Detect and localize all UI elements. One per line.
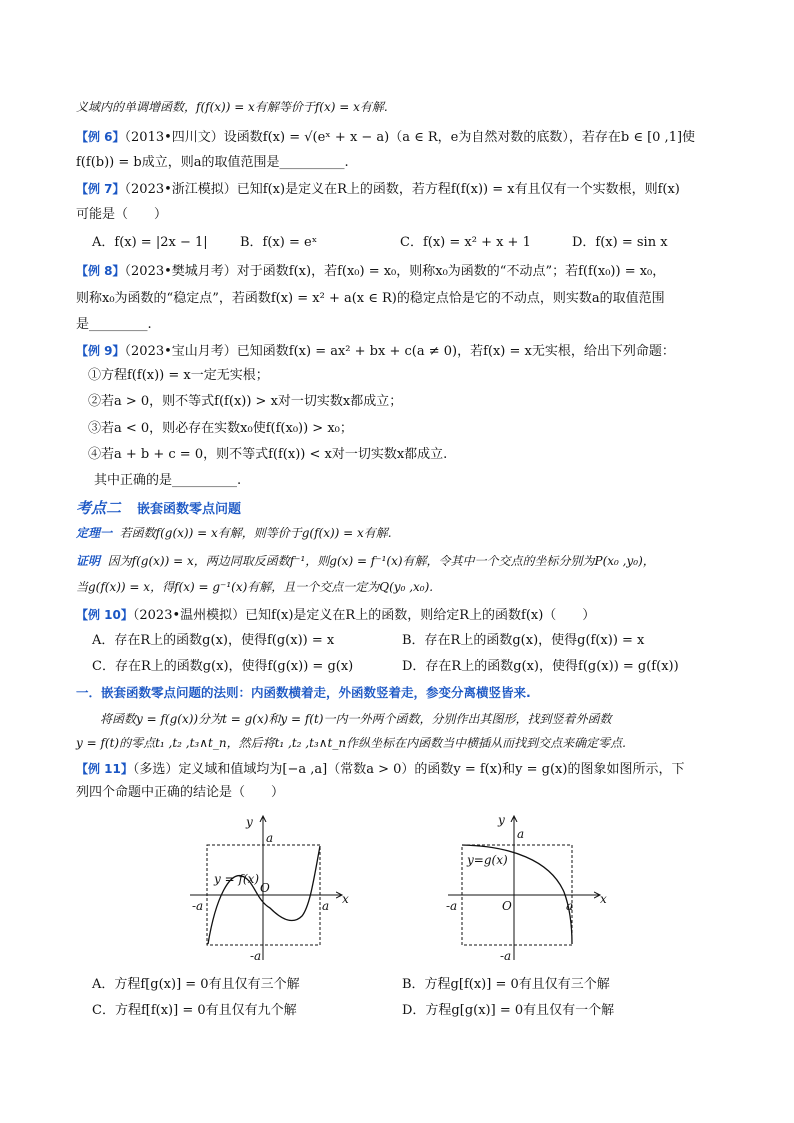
proof <box>76 552 655 570</box>
example-7-option-a: A．f(x) = |2x − 1| <box>92 235 208 250</box>
example-11-line2: 列四个命题中正确的结论是（ ） <box>76 785 285 800</box>
example-9-item-4: ④若a + b + c = 0，则不等式f(f(x)) < x对一切实数x都成立. <box>88 447 448 462</box>
example-10-option-c: C．存在R上的函数g(x)，使得f(g(x)) = g(x) <box>92 659 354 674</box>
example-9 <box>76 342 675 361</box>
example-11-line1: （多选）定义域和值域均为[−a ,a]（常数a > 0）的函数y = f(x)和y = g(x)的图象如图所示，下 <box>132 762 685 777</box>
graph-f-y-label: y <box>246 815 253 829</box>
example-11-option-a: A．方程f[g(x)] = 0有且仅有三个解 <box>92 977 300 992</box>
example-7 <box>76 180 680 199</box>
section-heading <box>76 497 241 518</box>
example-9-item-3: ③若a < 0，则必存在实数x₀使f(f(x₀)) > x₀； <box>88 421 353 436</box>
graph-g-bottom-label: -a <box>500 949 512 963</box>
example-8-line2: 则称x₀为函数的“稳定点”，若函数f(x) = x² + a(x ∈ R)的稳定点恰是它的不动点，则实数a的取值范围 <box>76 291 665 306</box>
theorem <box>76 524 392 542</box>
section-label: 考点二 <box>76 499 122 517</box>
graph-g-right-label: a <box>566 899 574 913</box>
example-6 <box>76 128 695 147</box>
rule-body-line2: y = f(t)的零点t₁ ,t₂ ,t₃∧t_n，然后将t₁ ,t₂ ,t₃∧t_n作纵坐标在内函数当中横插从而找到交点来确定零点. <box>76 736 626 750</box>
graph-f <box>180 808 360 968</box>
example-11-option-b: B．方程g[f(x)] = 0有且仅有三个解 <box>402 977 610 992</box>
graph-f-top-label: a <box>266 831 274 845</box>
example-7-line1: （2023•浙江模拟）已知f(x)是定义在R上的函数，若方程f(f(x)) = x有且仅有一个实数根，则f(x) <box>124 182 680 197</box>
example-10-option-a: A．存在R上的函数g(x)，使得f(g(x)) = x <box>92 633 335 648</box>
proof-line1: 因为f(g(x)) = x，两边同取反函数f⁻¹，则g(x) = f⁻¹(x)有解，令其中一个交点的坐标分别为P(x₀ ,y₀)， <box>107 554 655 568</box>
example-6-tag: 【例 6】 <box>76 130 125 144</box>
example-8-line1: （2023•樊城月考）对于函数f(x)，若f(x₀) = x₀，则称x₀为函数的“不动点”；若f(f(x₀)) = x₀， <box>124 264 666 279</box>
rule-heading: 一．嵌套函数零点问题的法则：内函数横着走，外函数竖着走，参变分离横竖皆来. <box>76 685 531 700</box>
graph-f-curve-label: y = f(x) <box>214 872 260 886</box>
example-11-option-d: D．方程g[g(x)] = 0有且仅有一个解 <box>402 1003 615 1018</box>
graph-g-y-label: y <box>498 813 505 827</box>
example-9-answer: 其中正确的是__________. <box>94 473 242 488</box>
example-11-tag: 【例 11】 <box>76 762 133 776</box>
graph-g-curve-label: y=g(x) <box>467 853 508 867</box>
example-9-line1: （2023•宝山月考）已知函数f(x) = ax² + bx + c(a ≠ 0)，若f(x) = x无实根，给出下列命题： <box>124 344 675 359</box>
example-8-tag: 【例 8】 <box>76 264 125 278</box>
graph-g-top-label: a <box>517 827 525 841</box>
graph-f-right-label: a <box>322 899 330 913</box>
example-9-item-1: ①方程f(f(x)) = x一定无实根； <box>88 368 269 383</box>
graph-f-bottom-label: -a <box>250 949 262 963</box>
example-6-line1: （2013•四川文）设函数f(x) = √(eˣ + x − a)（a ∈ R，e为自然对数的底数），若存在b ∈ [0 ,1]使 <box>124 130 696 145</box>
proof-label: 证明 <box>76 554 101 568</box>
example-10-option-b: B．存在R上的函数g(x)，使得g(f(x)) = x <box>402 633 645 648</box>
example-10-option-d: D．存在R上的函数g(x)，使得f(g(x)) = g(f(x)) <box>402 659 679 674</box>
rule-body-line1: 将函数y = f(g(x))分为t = g(x)和y = f(t)一内一外两个函数，分别作出其图形，找到竖着外函数 <box>100 712 612 726</box>
example-9-item-2: ②若a > 0，则不等式f(f(x)) > x对一切实数x都成立； <box>88 394 403 409</box>
intro-text: 义域内的单调增函数，f(f(x)) = x有解等价于f(x) = x有解. <box>76 100 388 114</box>
graph-f-x-label: x <box>342 892 349 906</box>
example-7-line2: 可能是（ ） <box>76 207 168 222</box>
graph-f-origin-label: O <box>260 881 270 895</box>
proof-line2: 当g(f(x)) = x，得f(x) = g⁻¹(x)有解，且一个交点一定为Q(y₀ ,x₀). <box>76 580 434 594</box>
section-title: 嵌套函数零点问题 <box>137 502 242 517</box>
example-7-option-b: B．f(x) = eˣ <box>240 235 318 250</box>
graph-g-origin-label: O <box>502 899 512 913</box>
graph-g <box>440 808 620 968</box>
graph-g-x-label: x <box>600 892 607 906</box>
example-10-line1: （2023•温州模拟）已知f(x)是定义在R上的函数，则给定R上的函数f(x)（ ） <box>132 608 596 623</box>
theorem-text: 若函数f(g(x)) = x有解，则等价于g(f(x)) = x有解. <box>119 526 392 540</box>
example-10 <box>76 606 595 625</box>
example-10-tag: 【例 10】 <box>76 608 133 622</box>
theorem-label: 定理一 <box>76 526 113 540</box>
example-9-tag: 【例 9】 <box>76 344 125 358</box>
example-11 <box>76 760 684 779</box>
example-7-option-d: D．f(x) = sin x <box>572 235 668 250</box>
graph-f-left-label: -a <box>192 899 204 913</box>
example-7-tag: 【例 7】 <box>76 182 125 196</box>
example-11-option-c: C．方程f[f(x)] = 0有且仅有九个解 <box>92 1003 297 1018</box>
example-7-option-c: C．f(x) = x² + x + 1 <box>400 235 531 250</box>
example-8 <box>76 262 665 281</box>
example-8-line3: 是_________. <box>76 317 152 332</box>
example-6-line2: f(f(b)) = b成立，则a的取值范围是__________. <box>76 155 349 170</box>
graph-g-left-label: -a <box>446 899 458 913</box>
